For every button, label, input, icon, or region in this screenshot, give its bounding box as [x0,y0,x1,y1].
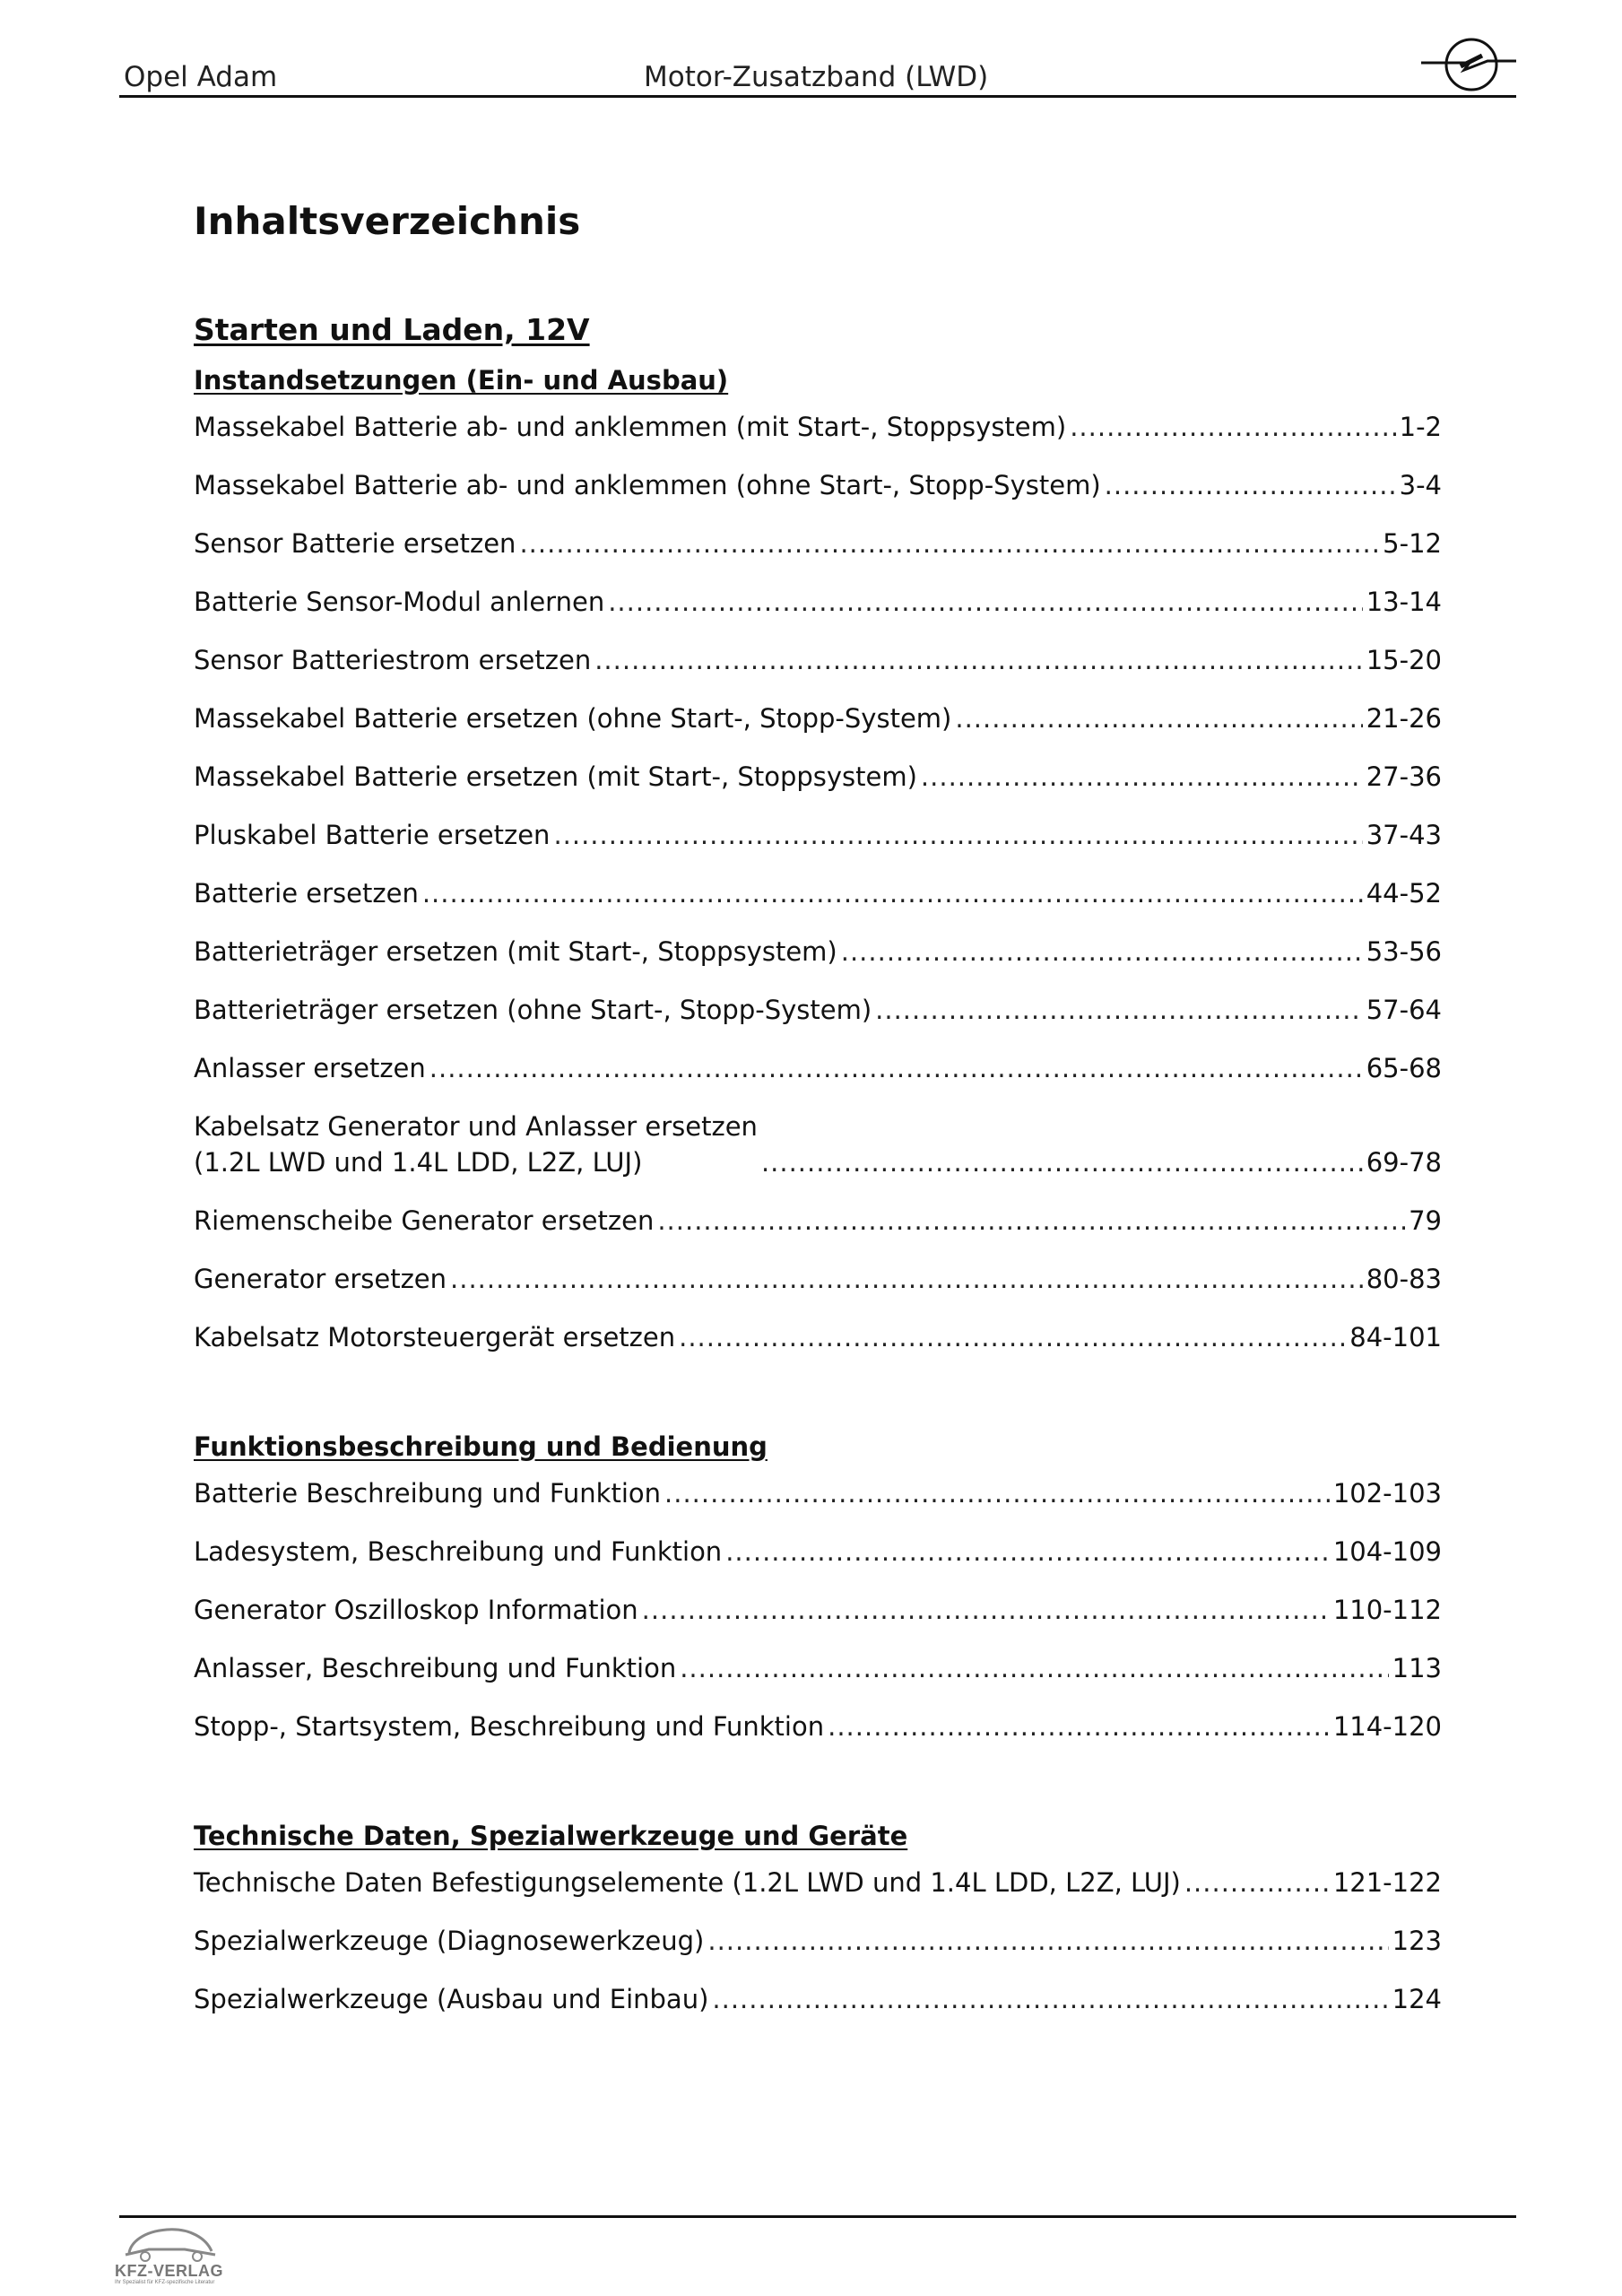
car-wrench-icon [122,2222,221,2262]
toc-entry-label-line1: Kabelsatz Generator und Anlasser ersetzen [194,1111,758,1142]
toc-entry[interactable] [194,1261,1442,1297]
toc-entry-label: Batterie Sensor-Modul anlernen [194,587,605,617]
toc-entry-pages: 102-103 [1332,1478,1442,1509]
toc-entry-pages: 113 [1392,1653,1442,1683]
dot-leader [594,642,1363,678]
group-title-technical-data: Technische Daten, Spezialwerkzeuge und Geräte [194,1821,908,1851]
table-of-contents [194,184,1442,2039]
toc-entry-label: Batterieträger ersetzen (ohne Start-, Stopp-System) [194,995,872,1025]
toc-entry[interactable] [194,409,1442,445]
toc-entry-label: Ladesystem, Beschreibung und Funktion [194,1536,723,1567]
toc-entry-label: Stopp-, Startsystem, Beschreibung und Funktion [194,1711,825,1742]
toc-entry-pages: 123 [1392,1926,1442,1956]
toc-entry[interactable] [194,1923,1442,1959]
toc-entry-label: Spezialwerkzeuge (Diagnosewerkzeug) [194,1926,705,1956]
footer-divider [119,2215,1516,2218]
section-title: Starten und Laden, 12V [194,312,590,347]
toc-entry[interactable] [194,1109,1442,1180]
toc-entry[interactable] [194,1650,1442,1686]
toc-entry-pages: 3-4 [1399,470,1442,500]
toc-entry-pages: 27-36 [1366,761,1442,792]
header-model: Opel Adam [124,61,278,93]
toc-entry-label: Massekabel Batterie ersetzen (ohne Start-, Stopp-System) [194,703,952,734]
toc-entry-label: Generator ersetzen [194,1264,447,1294]
toc-entry[interactable] [194,817,1442,853]
toc-entry-pages: 53-56 [1366,936,1442,967]
toc-entry[interactable] [194,1865,1442,1900]
toc-entry-pages: 110-112 [1332,1595,1442,1625]
dot-leader [712,1981,1388,2017]
opel-logo-icon [1419,30,1518,102]
dot-leader [1184,1865,1330,1900]
dot-leader [725,1534,1330,1570]
dot-leader [519,526,1379,561]
toc-entry[interactable] [194,1534,1442,1570]
toc-entry[interactable] [194,700,1442,736]
dot-leader [680,1650,1388,1686]
toc-entry-label: Sensor Batterie ersetzen [194,528,516,559]
dot-leader [921,759,1363,795]
toc-entry[interactable] [194,1981,1442,2017]
dot-leader [761,1144,1363,1180]
toc-entry[interactable] [194,934,1442,970]
toc-entry[interactable] [194,1050,1442,1086]
toc-entry-label: Technische Daten Befestigungselemente (1.2L LWD und 1.4L LDD, L2Z, LUJ) [194,1867,1181,1898]
toc-entry[interactable] [194,526,1442,561]
page-title: Inhaltsverzeichnis [194,199,581,243]
toc-entry-pages: 1-2 [1399,412,1442,442]
toc-entry-label: Spezialwerkzeuge (Ausbau und Einbau) [194,1984,709,2014]
dot-leader [1105,467,1396,503]
toc-entry-pages: 13-14 [1366,587,1442,617]
toc-entry[interactable] [194,1203,1442,1239]
dot-leader [642,1592,1330,1628]
toc-entry-pages: 84-101 [1349,1322,1442,1352]
dot-leader [707,1923,1388,1959]
toc-entry-pages: 80-83 [1366,1264,1442,1294]
toc-entry[interactable] [194,1709,1442,1744]
dot-leader [1070,409,1395,445]
toc-entry[interactable] [194,875,1442,911]
dot-leader [450,1261,1363,1297]
toc-entry-label: Anlasser ersetzen [194,1053,426,1083]
toc-entry-label: Sensor Batteriestrom ersetzen [194,645,592,675]
toc-entry-pages: 69-78 [1366,1147,1442,1178]
toc-entry-pages: 65-68 [1366,1053,1442,1083]
toc-entry-pages: 44-52 [1366,878,1442,909]
group-title-function: Funktionsbeschreibung und Bedienung [194,1431,768,1462]
toc-entry[interactable] [194,1592,1442,1628]
toc-entry-label-line2: (1.2L LWD und 1.4L LDD, L2Z, LUJ) [194,1147,643,1178]
toc-entry-pages: 5-12 [1383,528,1442,559]
toc-entry-label: Riemenscheibe Generator ersetzen [194,1205,655,1236]
footer-logo-text: KFZ-VERLAG [115,2262,223,2280]
toc-entry-label: Massekabel Batterie ab- und anklemmen (ohne Start-, Stopp-System) [194,470,1101,500]
toc-entry-pages: 114-120 [1332,1711,1442,1742]
group-title-repairs: Instandsetzungen (Ein- und Ausbau) [194,365,729,396]
toc-entry[interactable] [194,642,1442,678]
toc-entry-label: Kabelsatz Motorsteuergerät ersetzen [194,1322,676,1352]
dot-leader [608,584,1363,620]
dot-leader [422,875,1363,911]
header-divider [119,95,1516,98]
toc-entry-pages: 57-64 [1366,995,1442,1025]
page-header [119,45,1516,99]
toc-entry-label: Pluskabel Batterie ersetzen [194,820,551,850]
dot-leader [841,934,1363,970]
toc-entry-pages: 104-109 [1332,1536,1442,1567]
toc-entry[interactable] [194,992,1442,1028]
toc-entry-pages: 79 [1409,1205,1442,1236]
kfz-verlag-logo [115,2222,231,2290]
toc-entry[interactable] [194,584,1442,620]
dot-leader [664,1475,1330,1511]
dot-leader [679,1319,1346,1355]
toc-entry-label: Batterie Beschreibung und Funktion [194,1478,662,1509]
toc-entry-pages: 121-122 [1332,1867,1442,1898]
toc-entry-label: Massekabel Batterie ersetzen (mit Start-, Stoppsystem) [194,761,917,792]
dot-leader [429,1050,1363,1086]
toc-entry[interactable] [194,759,1442,795]
toc-entry-label [194,1109,758,1180]
dot-leader [657,1203,1405,1239]
dot-leader [955,700,1362,736]
footer-logo-subtitle: Ihr Spezialist für KFZ-spezifische Literatur [115,2280,215,2285]
toc-entry[interactable] [194,1475,1442,1511]
toc-entry-label: Generator Oszilloskop Information [194,1595,638,1625]
toc-entry-pages: 124 [1392,1984,1442,2014]
toc-entry[interactable] [194,467,1442,503]
toc-entry-label: Massekabel Batterie ab- und anklemmen (mit Start-, Stoppsystem) [194,412,1067,442]
toc-entry-label: Batterieträger ersetzen (mit Start-, Stoppsystem) [194,936,837,967]
header-manual-title: Motor-Zusatzband (LWD) [644,61,989,93]
toc-entry-pages: 15-20 [1366,645,1442,675]
toc-entry[interactable] [194,1319,1442,1355]
dot-leader [553,817,1362,853]
toc-entry-pages: 21-26 [1366,703,1442,734]
toc-entry-label: Anlasser, Beschreibung und Funktion [194,1653,677,1683]
toc-entry-label: Batterie ersetzen [194,878,419,909]
toc-entry-pages: 37-43 [1366,820,1442,850]
dot-leader [828,1709,1330,1744]
dot-leader [875,992,1363,1028]
